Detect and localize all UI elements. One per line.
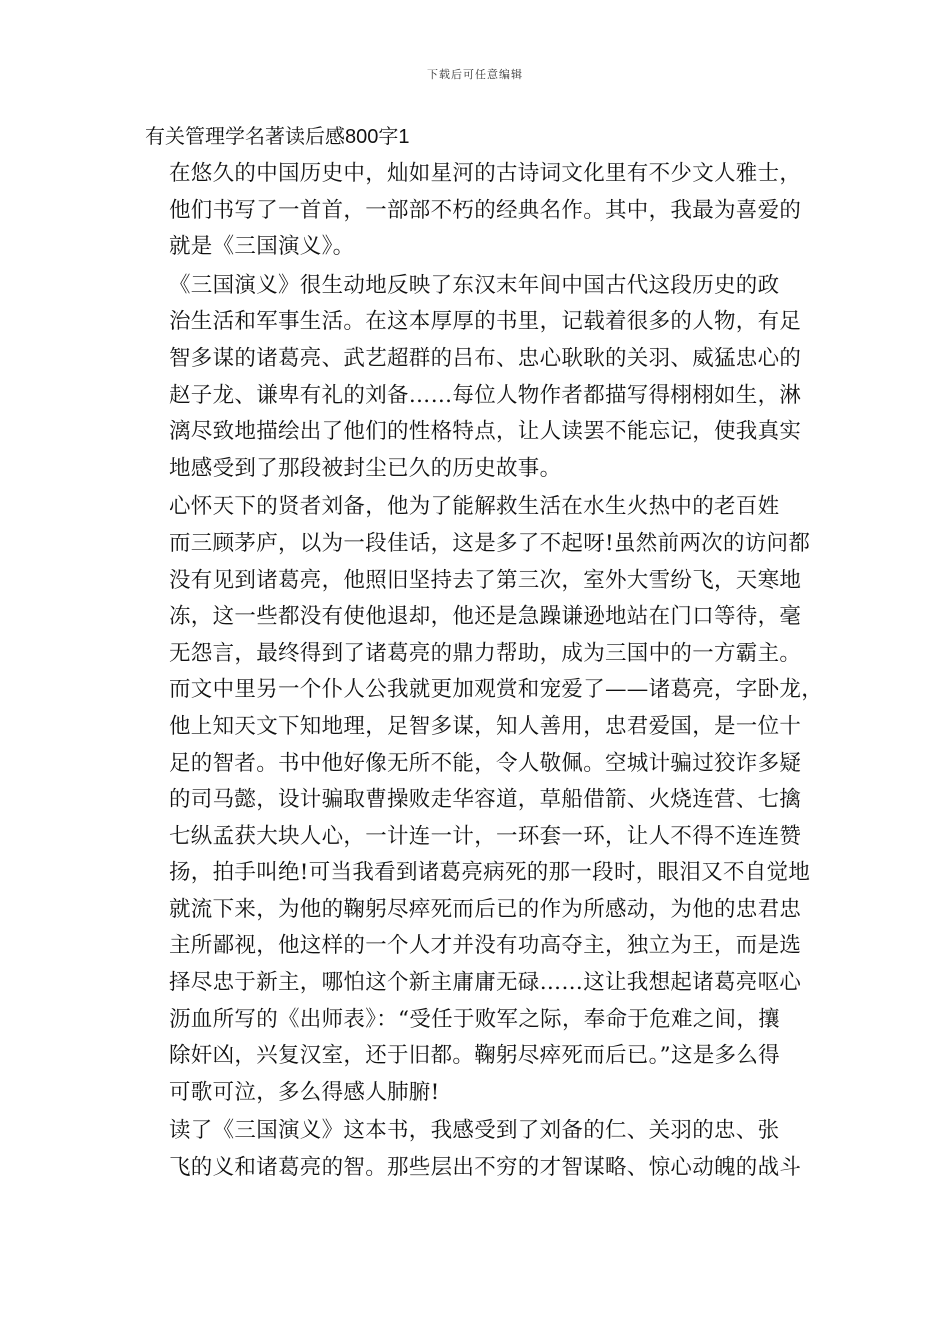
document-title: 有关管理学名著读后感800字1 bbox=[145, 126, 410, 148]
paragraph-line: 他们书写了一首首，一部部不朽的经典名作。其中，我最为喜爱的 bbox=[169, 197, 802, 223]
paragraph-line: 主所鄙视，他这样的一个人才并没有功高夺主，独立为王，而是选 bbox=[169, 933, 802, 959]
paragraph-line: 而文中里另一个仆人公我就更加观赏和宠爱了——诸葛亮，字卧龙， bbox=[169, 677, 824, 703]
paragraph-line: 心怀天下的贤者刘备，他为了能解救生活在水生火热中的老百姓 bbox=[169, 494, 780, 520]
paragraph-line: 择尽忠于新主，哪怕这个新主庸庸无碌……这让我想起诸葛亮呕心 bbox=[169, 970, 802, 996]
paragraph-line: 可歌可泣，多么得感人肺腑! bbox=[169, 1079, 440, 1105]
paragraph bbox=[145, 1113, 805, 1186]
paragraph-line: 除奸凶，兴复汉室，还于旧都。鞠躬尽瘁死而后已。”这是多么得 bbox=[169, 1043, 780, 1069]
paragraph-line: 智多谋的诸葛亮、武艺超群的吕布、忠心耿耿的关羽、威猛忠心的 bbox=[169, 345, 802, 371]
paragraph bbox=[145, 268, 805, 488]
paragraph-line: 而三顾茅庐，以为一段佳话，这是多了不起呀!虽然前两次的访问都 bbox=[169, 530, 811, 556]
paragraph-line: 无怨言，最终得到了诸葛亮的鼎力帮助，成为三国中的一方霸主。 bbox=[169, 640, 802, 666]
paragraph-line: 在悠久的中国历史中，灿如星河的古诗词文化里有不少文人雅士， bbox=[169, 161, 802, 186]
paragraph bbox=[145, 156, 805, 266]
paragraph-line: 赵子龙、谦卑有礼的刘备……每位人物作者都描写得栩栩如生，淋 bbox=[169, 382, 802, 408]
paragraph-line: 冻，这一些都没有使他退却，他还是急躁谦逊地站在门口等待，毫 bbox=[169, 604, 802, 630]
paragraph-line: 就是《三国演义》。 bbox=[169, 234, 355, 260]
paragraph-line: 就流下来，为他的鞠躬尽瘁死而后已的作为所感动，为他的忠君忠 bbox=[169, 896, 802, 922]
paragraph-line: 地感受到了那段被封尘已久的历史故事。 bbox=[169, 455, 562, 481]
paragraph-line: 他上知天文下知地理，足智多谋，知人善用，忠君爱国，是一位十 bbox=[169, 713, 802, 739]
paragraph-line: 沥血所写的《出师表》：“受任于败军之际，奉命于危难之间，攘 bbox=[169, 1006, 780, 1032]
paragraph-line: 的司马懿，设计骗取曹操败走华容道，草船借箭、火烧连营、七擒 bbox=[169, 787, 802, 813]
paragraph-line: 读了《三国演义》这本书，我感受到了刘备的仁、关羽的忠、张 bbox=[169, 1118, 780, 1144]
paragraph-line: 扬，拍手叫绝!可当我看到诸葛亮病死的那一段时，眼泪又不自觉地 bbox=[169, 860, 811, 886]
paragraph-line: 七纵孟获大块人心，一计连一计，一环套一环，让人不得不连连赞 bbox=[169, 823, 802, 849]
paragraph bbox=[145, 489, 824, 1111]
paragraph-line: 足的智者。书中他好像无所不能，令人敬佩。空城计骗过狡诈多疑 bbox=[169, 750, 802, 776]
paragraph-line: 没有见到诸葛亮，他照旧坚持去了第三次，室外大雪纷飞，天寒地 bbox=[169, 567, 802, 593]
header-note: 下载后可任意编辑 bbox=[427, 68, 523, 81]
paragraph-line: 漓尽致地描绘出了他们的性格特点，让人读罢不能忘记，使我真实 bbox=[169, 419, 802, 445]
paragraph-line: 治生活和军事生活。在这本厚厚的书里，记载着很多的人物，有足 bbox=[169, 309, 802, 335]
document-body bbox=[145, 156, 824, 1187]
paragraph-line: 《三国演义》很生动地反映了东汉末年间中国古代这段历史的政 bbox=[169, 272, 780, 298]
paragraph-line: 飞的义和诸葛亮的智。那些层出不穷的才智谋略、惊心动魄的战斗 bbox=[169, 1155, 802, 1181]
